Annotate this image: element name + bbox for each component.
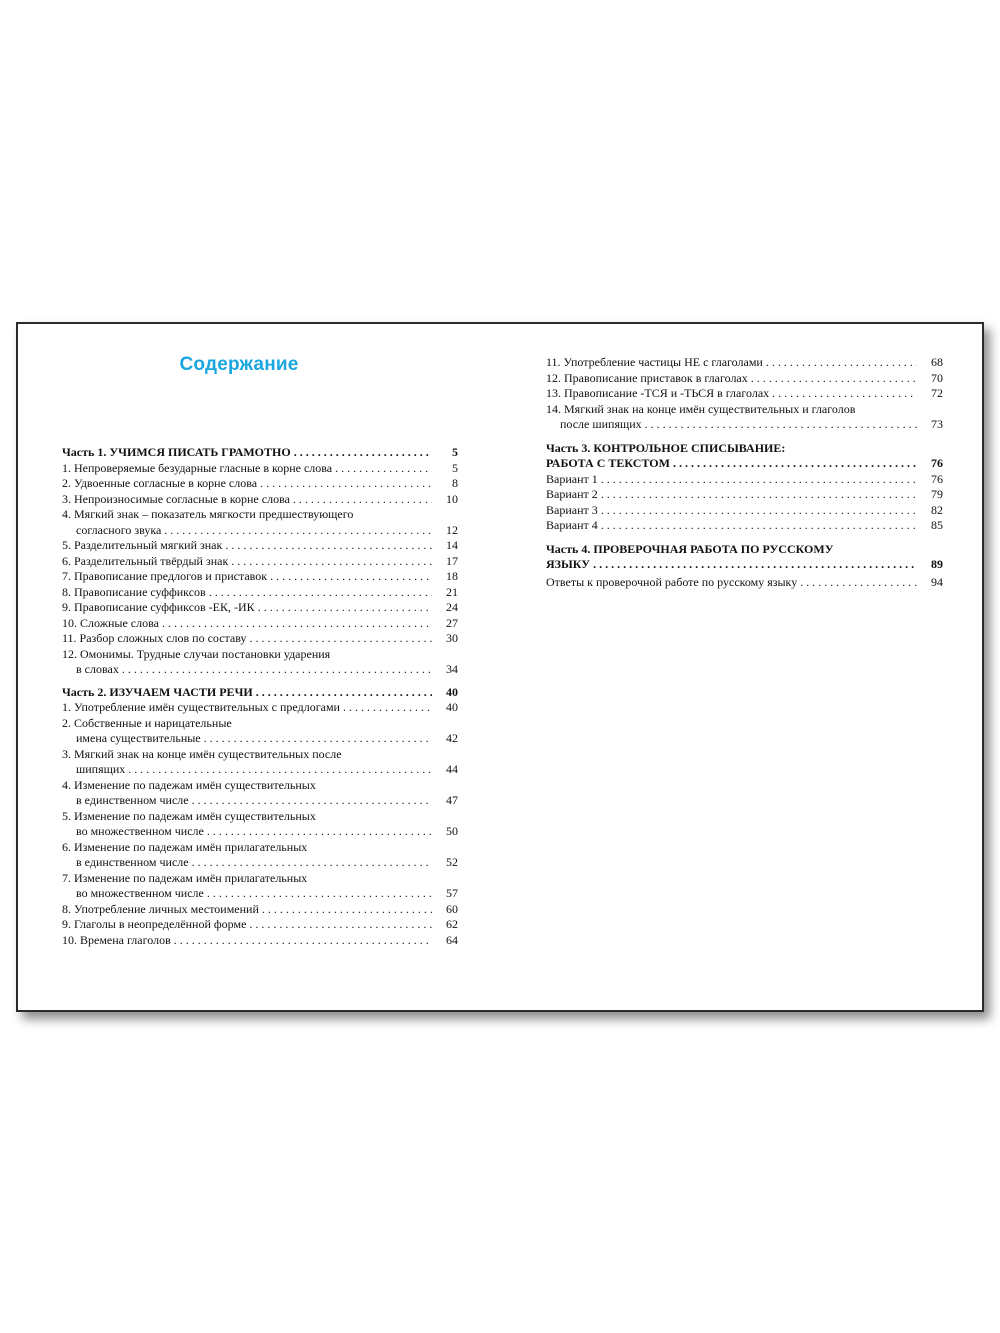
toc-page-number: 60 bbox=[446, 901, 458, 916]
toc-entry-line bbox=[546, 542, 943, 558]
toc-part-heading bbox=[546, 542, 943, 573]
toc-entry-line bbox=[62, 871, 458, 887]
toc-entry-line bbox=[62, 685, 458, 701]
toc-page-number: 72 bbox=[931, 386, 943, 400]
dot-leader bbox=[751, 371, 917, 387]
toc-entry-text: 3. Непроизносимые согласные в корне слова bbox=[62, 491, 290, 506]
toc-entry-text: во множественном числе bbox=[76, 824, 204, 838]
toc-entry-line bbox=[62, 507, 458, 523]
toc-entry-text: 4. Мягкий знак – показатель мягкости предшествующего bbox=[62, 507, 354, 521]
toc-entry-line bbox=[62, 716, 458, 732]
toc-page-number: 52 bbox=[446, 855, 458, 869]
toc-entry-text: 7. Правописание предлогов и приставок bbox=[62, 569, 268, 583]
toc-entry-text: Вариант 4 bbox=[546, 518, 598, 532]
toc-entry-line bbox=[62, 793, 458, 809]
toc-entry bbox=[62, 554, 458, 570]
toc-entry-text: 7. Изменение по падежам имён прилагательных bbox=[62, 870, 308, 885]
toc-entry-line bbox=[546, 472, 943, 488]
toc-entry-line bbox=[546, 441, 943, 457]
toc-page-number: 17 bbox=[446, 553, 458, 568]
toc-entry-line bbox=[62, 492, 458, 508]
toc-entry-line bbox=[546, 557, 943, 573]
toc-entry-text: Ответы к проверочной работе по русскому языку bbox=[546, 574, 798, 589]
toc-entry-text: 14. Мягкий знак на конце имён существительных и глаголов bbox=[546, 401, 856, 416]
toc-page-number: 50 bbox=[446, 824, 458, 838]
toc-entry-text: шипящих bbox=[76, 762, 126, 776]
toc-page-number: 73 bbox=[931, 417, 943, 431]
toc-entry-line bbox=[62, 631, 458, 647]
toc-entry-line bbox=[546, 371, 943, 387]
toc-page-number: 94 bbox=[931, 574, 943, 589]
toc-entry-line bbox=[546, 518, 943, 534]
toc-entry-line bbox=[62, 461, 458, 477]
toc-entry-line bbox=[62, 809, 458, 825]
dot-leader bbox=[250, 631, 432, 647]
toc-page-number: 85 bbox=[931, 518, 943, 532]
dot-leader bbox=[601, 472, 917, 488]
toc-entry-line bbox=[62, 585, 458, 601]
toc-entry bbox=[62, 917, 458, 933]
toc-page-number: 44 bbox=[446, 762, 458, 776]
toc-entry-text: 9. Правописание суффиксов -ЕК, -ИК bbox=[62, 600, 255, 614]
toc-list-right bbox=[546, 355, 943, 590]
toc-entry-line bbox=[62, 747, 458, 763]
dot-leader bbox=[256, 685, 432, 701]
toc-entry-line bbox=[62, 886, 458, 902]
toc-part-heading bbox=[62, 685, 458, 701]
toc-entry bbox=[62, 647, 458, 678]
toc-entry-text: РАБОТА С ТЕКСТОМ bbox=[546, 456, 670, 470]
dot-leader bbox=[209, 585, 432, 601]
toc-entry-text: 12. Омонимы. Трудные случаи постановки ударения bbox=[62, 646, 331, 661]
dot-leader bbox=[772, 386, 917, 402]
toc-entry-text: Вариант 1 bbox=[546, 471, 598, 486]
toc-entry-text: в единственном числе bbox=[76, 855, 189, 869]
toc-entry bbox=[62, 600, 458, 616]
dot-leader bbox=[645, 417, 917, 433]
toc-entry-line bbox=[62, 762, 458, 778]
dot-leader bbox=[162, 616, 432, 632]
toc-entry bbox=[546, 355, 943, 371]
toc-entry-line bbox=[62, 778, 458, 794]
toc-page-number: 76 bbox=[931, 456, 943, 470]
toc-entry-text: 8. Правописание суффиксов bbox=[62, 584, 206, 599]
toc-entry bbox=[546, 503, 943, 519]
toc-entry-line bbox=[62, 569, 458, 585]
toc-part-heading bbox=[546, 441, 943, 472]
toc-page-number: 40 bbox=[446, 684, 458, 699]
toc-entry bbox=[62, 538, 458, 554]
toc-page-number: 24 bbox=[446, 600, 458, 614]
toc-entry-line bbox=[62, 476, 458, 492]
toc-entry-text: 11. Употребление частицы НЕ с глаголами bbox=[546, 355, 763, 369]
toc-page-number: 10 bbox=[446, 491, 458, 506]
toc-title: Содержание bbox=[179, 354, 299, 375]
toc-entry-text: 5. Разделительный мягкий знак bbox=[62, 538, 223, 552]
toc-entry-line bbox=[546, 417, 943, 433]
toc-page-number: 42 bbox=[446, 731, 458, 745]
toc-entry-text: 2. Собственные и нарицательные bbox=[62, 715, 232, 730]
toc-entry-text: после шипящих bbox=[560, 417, 642, 431]
toc-entry bbox=[62, 902, 458, 918]
toc-page-number: 30 bbox=[446, 631, 458, 645]
dot-leader bbox=[164, 523, 432, 539]
dot-leader bbox=[207, 886, 432, 902]
dot-leader bbox=[260, 476, 432, 492]
toc-part-heading bbox=[62, 445, 458, 461]
toc-entry bbox=[62, 809, 458, 840]
dot-leader bbox=[249, 917, 432, 933]
toc-entry bbox=[546, 386, 943, 402]
toc-entry-line bbox=[62, 700, 458, 716]
dot-leader bbox=[343, 700, 432, 716]
toc-entry-line bbox=[62, 523, 458, 539]
toc-list-left bbox=[62, 445, 458, 948]
toc-entry-line bbox=[62, 662, 458, 678]
toc-entry-line bbox=[62, 647, 458, 663]
toc-entry bbox=[546, 402, 943, 433]
toc-entry bbox=[62, 569, 458, 585]
dot-leader bbox=[800, 575, 917, 591]
toc-entry bbox=[62, 871, 458, 902]
book-spread bbox=[16, 322, 984, 1012]
dot-leader bbox=[601, 487, 917, 503]
toc-entry bbox=[62, 716, 458, 747]
toc-page-number: 34 bbox=[446, 662, 458, 676]
toc-entry-line bbox=[546, 487, 943, 503]
toc-entry-text: Часть 3. КОНТРОЛЬНОЕ СПИСЫВАНИЕ: bbox=[546, 440, 786, 455]
toc-entry bbox=[62, 700, 458, 716]
toc-entry bbox=[546, 518, 943, 534]
toc-page-number: 57 bbox=[446, 886, 458, 900]
dot-leader bbox=[601, 503, 917, 519]
toc-entry-line bbox=[62, 600, 458, 616]
dot-leader bbox=[293, 492, 432, 508]
dot-leader bbox=[192, 855, 432, 871]
toc-entry-text: 1. Употребление имён существительных с предлогами bbox=[62, 700, 340, 714]
toc-entry-text: 2. Удвоенные согласные в корне слова bbox=[62, 476, 258, 490]
toc-page-number: 40 bbox=[446, 700, 458, 714]
toc-entry-text: в единственном числе bbox=[76, 793, 189, 807]
toc-entry-line bbox=[62, 855, 458, 871]
toc-page-number: 14 bbox=[446, 538, 458, 552]
toc-page-number: 68 bbox=[931, 355, 943, 369]
toc-entry bbox=[62, 461, 458, 477]
dot-leader bbox=[258, 600, 432, 616]
toc-entry-text: 11. Разбор сложных слов по составу bbox=[62, 631, 247, 645]
toc-entry-text: имена существительные bbox=[76, 731, 201, 745]
toc-entry-line bbox=[62, 824, 458, 840]
toc-entry bbox=[62, 492, 458, 508]
dot-leader bbox=[270, 569, 432, 585]
toc-entry bbox=[546, 371, 943, 387]
toc-entry-line bbox=[546, 456, 943, 472]
toc-entry bbox=[62, 585, 458, 601]
toc-entry-line bbox=[62, 538, 458, 554]
toc-entry-text: 13. Правописание -ТСЯ и -ТЬСЯ в глаголах bbox=[546, 386, 770, 400]
toc-page-number: 76 bbox=[931, 471, 943, 486]
toc-entry bbox=[546, 472, 943, 488]
toc-page-number: 70 bbox=[931, 370, 943, 385]
dot-leader bbox=[601, 518, 917, 534]
toc-entry-text: 5. Изменение по падежам имён существительных bbox=[62, 808, 316, 823]
toc-entry-text: 10. Сложные слова bbox=[62, 615, 159, 630]
toc-entry-line bbox=[62, 902, 458, 918]
dot-leader bbox=[673, 456, 917, 472]
toc-entry-line bbox=[62, 445, 458, 461]
toc-entry bbox=[546, 575, 943, 591]
toc-page-number: 89 bbox=[931, 557, 943, 571]
toc-page-number: 8 bbox=[452, 476, 458, 490]
toc-entry-text: Вариант 2 bbox=[546, 487, 598, 501]
toc-entry-text: ЯЗЫКУ bbox=[546, 557, 591, 571]
toc-entry-line bbox=[546, 355, 943, 371]
toc-entry bbox=[62, 616, 458, 632]
dot-leader bbox=[204, 731, 432, 747]
toc-entry-text: 1. Непроверяемые безударные гласные в корне слова bbox=[62, 460, 333, 475]
toc-entry-line bbox=[62, 933, 458, 949]
toc-entry-text: Вариант 3 bbox=[546, 502, 598, 517]
toc-entry bbox=[62, 631, 458, 647]
toc-entry-line bbox=[546, 575, 943, 591]
toc-entry-line bbox=[62, 731, 458, 747]
toc-entry-line bbox=[546, 503, 943, 519]
toc-entry-text: 12. Правописание приставок в глаголах bbox=[546, 370, 748, 385]
dot-leader bbox=[128, 762, 432, 778]
dot-leader bbox=[593, 557, 917, 573]
toc-entry-text: 10. Времена глаголов bbox=[62, 932, 171, 947]
dot-leader bbox=[262, 902, 432, 918]
toc-entry bbox=[546, 487, 943, 503]
toc-page-number: 27 bbox=[446, 615, 458, 630]
toc-entry-text: Часть 4. ПРОВЕРОЧНАЯ РАБОТА ПО РУССКОМУ bbox=[546, 541, 834, 556]
toc-entry-text: Часть 2. ИЗУЧАЕМ ЧАСТИ РЕЧИ bbox=[62, 684, 253, 699]
toc-entry bbox=[62, 507, 458, 538]
toc-entry-line bbox=[62, 554, 458, 570]
dot-leader bbox=[231, 554, 432, 570]
toc-page-number: 21 bbox=[446, 584, 458, 599]
dot-leader bbox=[122, 662, 432, 678]
toc-entry-text: 6. Разделительный твёрдый знак bbox=[62, 553, 229, 568]
toc-page-number: 5 bbox=[452, 445, 458, 459]
dot-leader bbox=[192, 793, 432, 809]
toc-entry-text: в словах bbox=[76, 662, 119, 676]
toc-page-number: 62 bbox=[446, 917, 458, 931]
toc-entry-text: во множественном числе bbox=[76, 886, 204, 900]
toc-page-number: 18 bbox=[446, 569, 458, 583]
toc-entry-line bbox=[546, 386, 943, 402]
toc-entry-line bbox=[546, 402, 943, 418]
toc-entry-text: 9. Глаголы в неопределённой форме bbox=[62, 917, 247, 931]
toc-page-number: 12 bbox=[446, 522, 458, 537]
toc-page-number: 47 bbox=[446, 793, 458, 807]
dot-leader bbox=[174, 933, 432, 949]
toc-entry bbox=[62, 747, 458, 778]
dot-leader bbox=[207, 824, 432, 840]
dot-leader bbox=[335, 461, 432, 477]
toc-entry bbox=[62, 476, 458, 492]
toc-entry-text: 3. Мягкий знак на конце имён существительных после bbox=[62, 746, 342, 761]
toc-entry-text: 8. Употребление личных местоимений bbox=[62, 901, 259, 916]
toc-entry bbox=[62, 778, 458, 809]
toc-entry bbox=[62, 933, 458, 949]
dot-leader bbox=[225, 538, 432, 554]
toc-entry-line bbox=[62, 616, 458, 632]
toc-entry-text: 4. Изменение по падежам имён существительных bbox=[62, 777, 316, 792]
toc-entry bbox=[62, 840, 458, 871]
toc-page-number: 82 bbox=[931, 502, 943, 517]
toc-entry-text: Часть 1. УЧИМСЯ ПИСАТЬ ГРАМОТНО bbox=[62, 445, 291, 459]
toc-page-number: 79 bbox=[931, 487, 943, 501]
dot-leader bbox=[766, 355, 917, 371]
toc-entry-line bbox=[62, 840, 458, 856]
toc-entry-text: согласного звука bbox=[76, 522, 162, 537]
toc-page-number: 5 bbox=[452, 460, 458, 475]
toc-entry-text: 6. Изменение по падежам имён прилагательных bbox=[62, 839, 308, 854]
toc-page-number: 64 bbox=[446, 932, 458, 947]
toc-entry-line bbox=[62, 917, 458, 933]
dot-leader bbox=[294, 445, 432, 461]
